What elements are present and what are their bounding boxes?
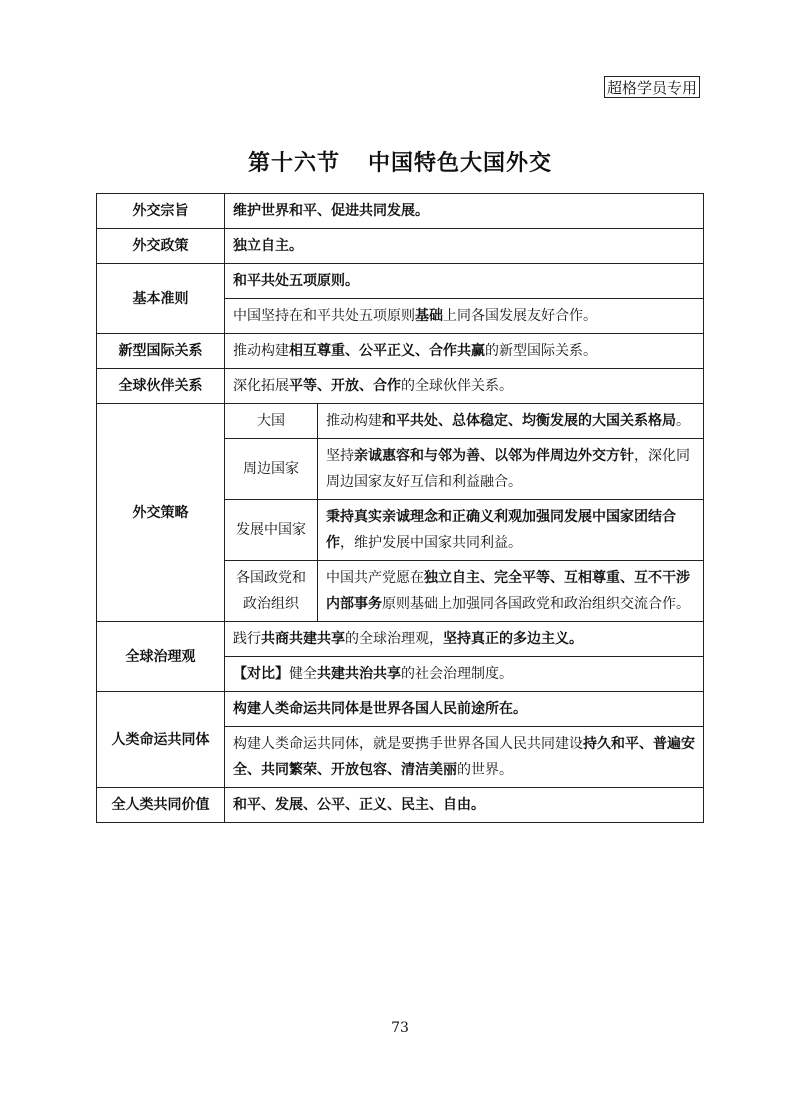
text-run: 亲诚惠容和与邻为善、以邻为伴周边外交方针 — [354, 448, 634, 464]
row-label: 全人类共同价值 — [97, 788, 225, 823]
sub-label: 发展中国家 — [225, 500, 318, 561]
text-run: 相互尊重、公平正义、合作共赢 — [289, 343, 485, 359]
text-run: 的全球伙伴关系。 — [401, 378, 513, 394]
text-run: 的新型国际关系。 — [485, 343, 597, 359]
text-run: 持久和平、普遍安全、共同繁荣、开放包容、清洁美丽 — [233, 736, 695, 778]
row-content: 和平共处五项原则。 — [225, 264, 704, 299]
row-label: 外交宗旨 — [97, 194, 225, 229]
text-run: 和平共处、总体稳定、均衡发展的大国关系格局 — [382, 413, 676, 429]
row-content: 独立自主。 — [225, 229, 704, 264]
row-content — [318, 500, 704, 561]
row-label: 全球伙伴关系 — [97, 369, 225, 404]
row-content — [318, 404, 704, 439]
text-run: 推动构建 — [326, 413, 382, 429]
row-content — [225, 727, 704, 788]
text-run: 各国政党和 — [236, 570, 306, 586]
text-run: 践行 — [233, 631, 261, 647]
text-run: 独立自主、完全平等、互相尊重、互不干涉内部事务 — [326, 570, 690, 612]
section-topic: 中国特色大国外交 — [368, 150, 553, 176]
compare-tag: 【对比】 — [233, 666, 289, 682]
member-only-badge: 超格学员专用 — [604, 76, 700, 98]
row-label: 外交策略 — [97, 404, 225, 622]
table-row — [97, 369, 704, 404]
row-label: 新型国际关系 — [97, 334, 225, 369]
table-row — [97, 194, 704, 229]
text-run: 坚持 — [326, 448, 354, 464]
row-content — [225, 622, 704, 657]
row-content — [225, 657, 704, 692]
text-run: ，深化同周边国家友好互信和利益融合。 — [326, 448, 690, 490]
row-content — [318, 561, 704, 622]
text-run: 推动构建 — [233, 343, 289, 359]
text-run: ，维护发展中国家共同利益。 — [340, 535, 522, 551]
text-run: 的全球治理观， — [345, 631, 443, 647]
row-content — [318, 439, 704, 500]
row-content — [225, 369, 704, 404]
table-row — [97, 622, 704, 657]
table-row — [97, 788, 704, 823]
row-content — [225, 299, 704, 334]
sub-label — [225, 561, 318, 622]
text-run: 的社会治理制度。 — [401, 666, 513, 682]
text-run: 的世界。 — [457, 762, 513, 778]
section-number: 第十六节 — [247, 150, 340, 176]
sub-label: 周边国家 — [225, 439, 318, 500]
table-row — [97, 229, 704, 264]
text-run: 中国坚持在和平共处五项原则 — [233, 308, 415, 324]
row-content — [225, 334, 704, 369]
table-row — [97, 692, 704, 727]
diplomacy-table — [96, 193, 704, 823]
row-content: 维护世界和平、促进共同发展。 — [225, 194, 704, 229]
page-title — [0, 146, 800, 177]
table-row — [97, 264, 704, 299]
text-run: 上同各国发展友好合作。 — [443, 308, 597, 324]
table-row — [97, 334, 704, 369]
sub-label: 大国 — [225, 404, 318, 439]
text-run: 秉持真实亲诚理念和正确义利观加强同发展中国家团结合作 — [326, 509, 676, 551]
row-content: 和平、发展、公平、正义、民主、自由。 — [225, 788, 704, 823]
text-run: 构建人类命运共同体，就是要携手世界各国人民共同建设 — [233, 736, 583, 752]
text-run: 深化拓展 — [233, 378, 289, 394]
table-row — [97, 404, 704, 439]
text-run: 平等、开放、合作 — [289, 378, 401, 394]
text-run: 基础 — [415, 308, 443, 324]
text-run: 。 — [676, 413, 690, 429]
text-run: 健全 — [289, 666, 317, 682]
text-run: 共建共治共享 — [317, 666, 401, 682]
row-label: 基本准则 — [97, 264, 225, 334]
text-run: 政治组织 — [243, 596, 299, 612]
row-content: 构建人类命运共同体是世界各国人民前途所在。 — [225, 692, 704, 727]
text-run: 原则基础上加强同各国政党和政治组织交流合作。 — [382, 596, 690, 612]
page-number: 73 — [391, 1020, 409, 1036]
row-label: 人类命运共同体 — [97, 692, 225, 788]
text-run: 中国共产党愿在 — [326, 570, 424, 586]
text-run: 共商共建共享 — [261, 631, 345, 647]
row-label: 全球治理观 — [97, 622, 225, 692]
text-run: 坚持真正的多边主义。 — [443, 631, 583, 647]
row-label: 外交政策 — [97, 229, 225, 264]
